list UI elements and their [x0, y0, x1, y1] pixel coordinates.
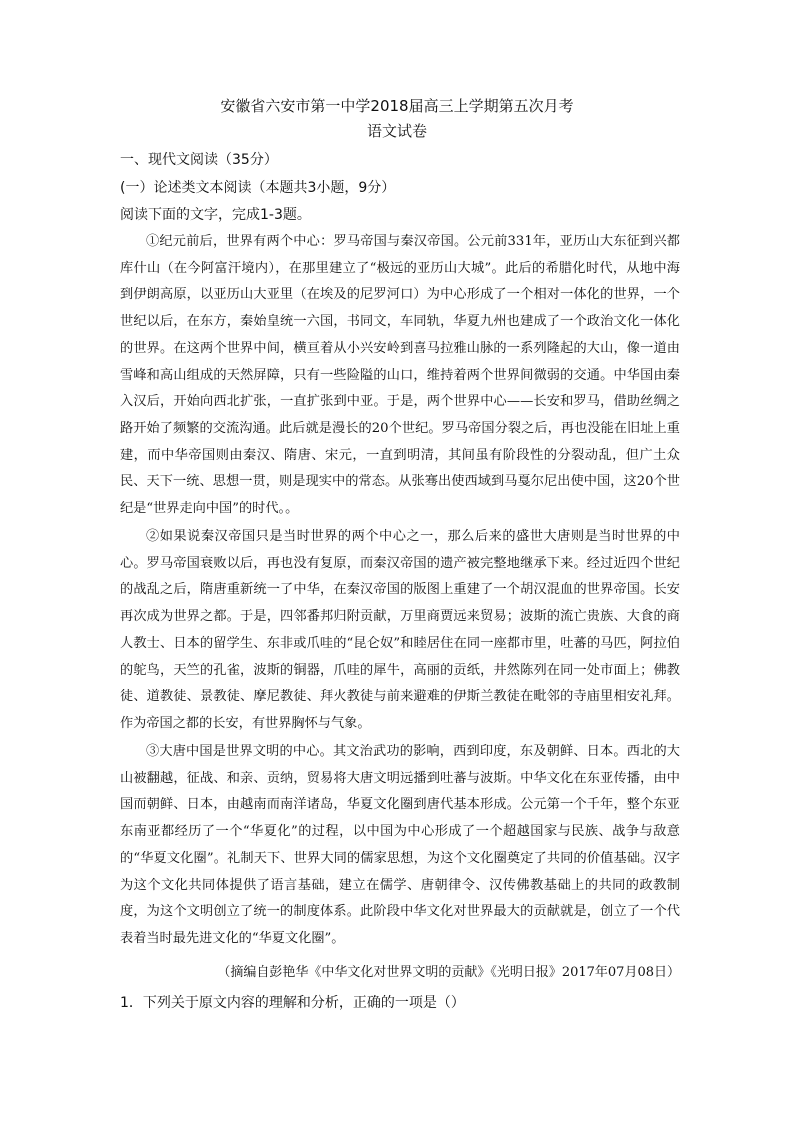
- paragraph-3: ③大唐中国是世界文明的中心。其文治武功的影响，西到印度，东及朝鲜、日本。西北的大山被翻越，征战、和亲、贡纳，贸易将大唐文明远播到吐蕃与波斯。中华文化在东亚传播，由中国而朝鲜、日本，由越南而南洋诸岛，华夏文化圈到唐代基本形成。公元第一个千年，整个东亚东南亚都经历了一个“华夏化”的过程，以中国为中心形成了一个超越国家与民族、战争与敌意的“华夏文化圈”。礼制天下、世界大同的儒家思想，为这个文化圈奠定了共同的价值基础。汉字为这个文化共同体提供了语言基础，建立在儒学、唐朝律令、汉传佛教基础上的共同的政教制度，为这个文明创立了统一的制度体系。此阶段中华文化对世界最大的贡献就是，创立了一个代表着当时最先进文化的“华夏文化圈”。: [120, 744, 680, 946]
- paragraph-2: ②如果说秦汉帝国只是当时世界的两个中心之一，那么后来的盛世大唐则是当时世界的中心。罗马帝国衰败以后，再也没有复原，而秦汉帝国的遗产被完整地继承下来。经过近四个世纪的战乱之后，隋唐重新统一了中华，在秦汉帝国的版图上重建了一个胡汉混血的世界帝国。长安再次成为世界之都。于是，四邻番邦归附贡献，万里商贾远来贸易；波斯的流亡贵族、大食的商人教士、日本的留学生、东非或爪哇的“昆仑奴”和睦居住在同一座都市里，吐蕃的马匹，阿拉伯的鸵鸟，天竺的孔雀，波斯的铜器，爪哇的犀牛，高丽的贡纸，井然陈列在同一处市面上；佛教徒、道教徒、景教徒、摩尼教徒、拜火教徒与前来避难的伊斯兰教徒在毗邻的寺庙里相安礼拜。作为帝国之都的长安，有世界胸怀与气象。: [120, 529, 680, 731]
- exam-title: 安徽省六安市第一中学2018届高三上学期第五次月考: [220, 97, 574, 115]
- section-heading: 一、现代文阅读（35分）: [120, 152, 278, 168]
- paragraph-1: ①纪元前后，世界有两个中心：罗马帝国与秦汉帝国。公元前331年，亚历山大东征到兴都库什山（在今阿富汗境内），在那里建立了“极远的亚历山大城”。此后的希腊化时代，从地中海到伊朗高原，以亚历山大亚里（在埃及的尼罗河口）为中心形成了一个相对一体化的世界，一个世纪以后，在东方，秦始皇统一六国，书同文，车同轨，华夏九州也建成了一个政治文化一体化的世界。在这两个世界中间，横亘着从小兴安岭到喜马拉雅山脉的一系列隆起的大山，像一道由雪峰和高山组成的天然屏障，只有一些险隘的山口，维持着两个世界间微弱的交通。中华国由秦入汉后，开始向西北扩张，一直扩张到中亚。于是，两个世界中心——长安和罗马，借助丝绸之路开始了频繁的交流沟通。此后就是漫长的20个世纪。罗马帝国分裂之后，再也没能在旧址上重建，而中华帝国则由秦汉、隋唐、宋元，一直到明清，其间虽有阶段性的分裂动乱，但广土众民、天下一统、思想一贯，则是现实中的常态。从张骞出使西域到马戛尔尼出使中国，这20个世纪是“世界走向中国”的时代。。: [120, 234, 680, 517]
- reading-instruction: 阅读下面的文字，完成1-3题。: [120, 207, 311, 223]
- exam-subtitle: 语文试卷: [366, 122, 427, 140]
- source-citation: （摘编自彭艳华《中华文化对世界文明的贡献》《光明日报》2017年07月08日）: [217, 965, 680, 980]
- question-1: 1．下列关于原文内容的理解和分析，正确的一项是（）: [120, 995, 465, 1011]
- subsection-heading: (一）论述类文本阅读（本题共3小题，9分）: [120, 180, 396, 196]
